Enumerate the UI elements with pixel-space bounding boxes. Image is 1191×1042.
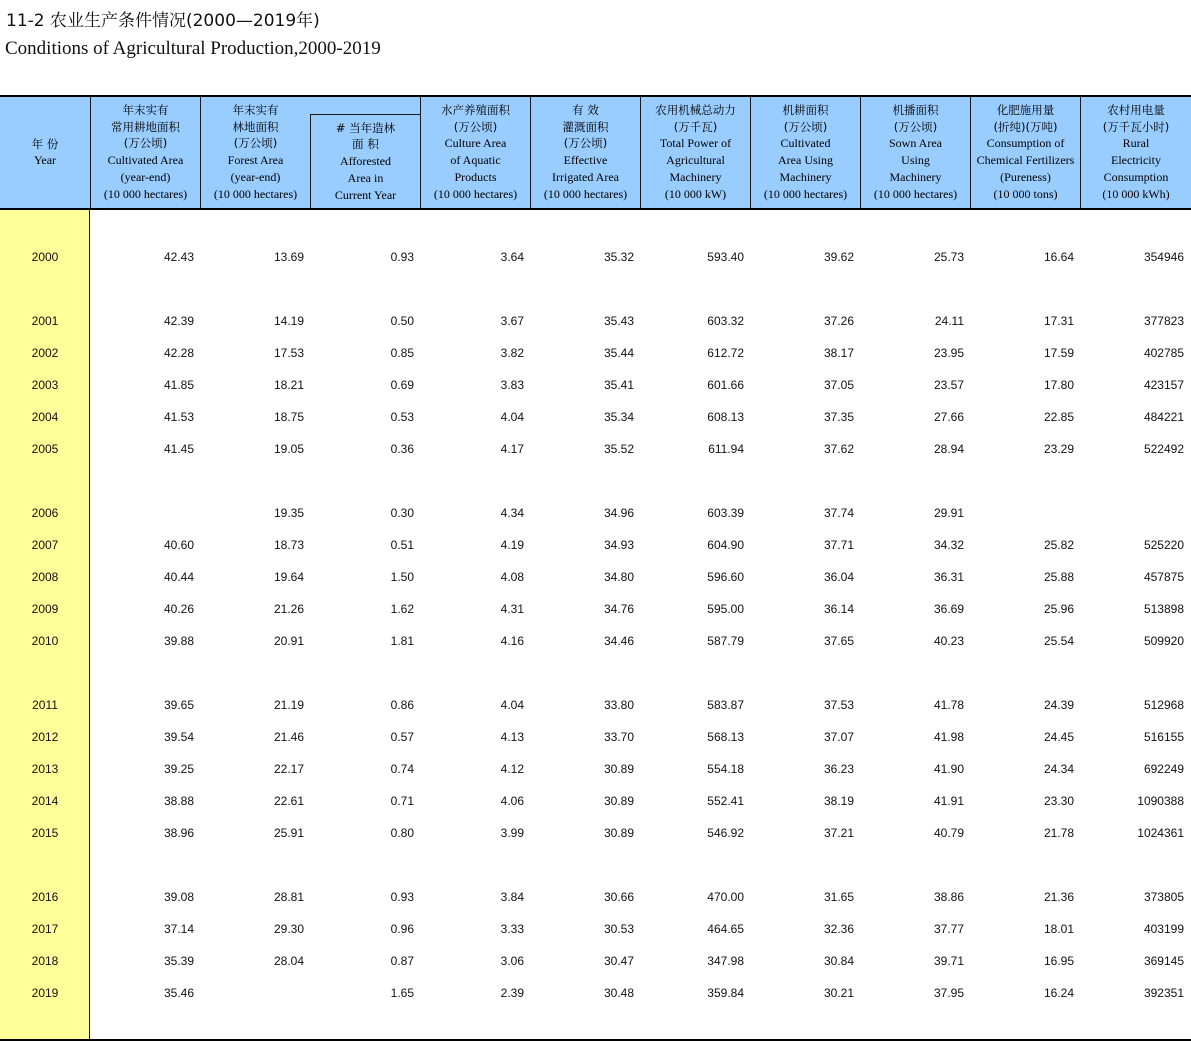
value-cell: 17.59 [1043, 346, 1074, 360]
year-cell: 2004 [31, 410, 59, 424]
value-cell: 28.81 [273, 890, 304, 904]
value-cell: 35.34 [603, 410, 634, 424]
value-cell: 692249 [1143, 762, 1184, 776]
value-cell: 1090388 [1137, 794, 1184, 808]
table-row [0, 984, 1191, 1004]
value-cell: 31.65 [823, 890, 854, 904]
value-cell: 25.88 [1043, 570, 1074, 584]
table-bottom-rule [0, 1039, 1191, 1041]
value-cell: 25.82 [1043, 538, 1074, 552]
value-cell: 30.66 [603, 890, 634, 904]
value-cell: 0.57 [390, 730, 414, 744]
header-label-cn: 年末实有 林地面积 (万公顷) [232, 103, 279, 151]
value-cell: 41.85 [163, 378, 194, 392]
year-cell: 2009 [31, 602, 59, 616]
header-col-9 [970, 97, 1080, 208]
value-cell: 34.93 [603, 538, 634, 552]
value-cell: 377823 [1143, 314, 1184, 328]
value-cell: 37.53 [823, 698, 854, 712]
value-cell: 23.57 [933, 378, 964, 392]
value-cell: 37.14 [163, 922, 194, 936]
value-cell: 18.73 [273, 538, 304, 552]
value-cell: 18.01 [1043, 922, 1074, 936]
value-cell: 36.69 [933, 602, 964, 616]
value-cell: 36.04 [823, 570, 854, 584]
value-cell: 32.36 [823, 922, 854, 936]
header-col-5 [530, 97, 640, 208]
value-cell: 373805 [1143, 890, 1184, 904]
value-cell: 0.86 [390, 698, 414, 712]
table-row [0, 792, 1191, 812]
value-cell: 369145 [1143, 954, 1184, 968]
value-cell: 18.21 [273, 378, 304, 392]
value-cell: 34.76 [603, 602, 634, 616]
value-cell: 14.19 [273, 314, 304, 328]
header-label-en: Cultivated Area (year-end) (10 000 hectares) [103, 152, 188, 201]
value-cell: 470.00 [707, 890, 744, 904]
value-cell: 38.96 [163, 826, 194, 840]
value-cell: 3.84 [500, 890, 524, 904]
value-cell: 35.32 [603, 250, 634, 264]
value-cell: 403199 [1143, 922, 1184, 936]
value-cell: 4.17 [500, 442, 524, 456]
value-cell: 18.75 [273, 410, 304, 424]
value-cell: 20.91 [273, 634, 304, 648]
header-label-cn: 化肥施用量 (折纯)(万吨) [993, 103, 1058, 134]
header-col-7 [750, 97, 860, 208]
value-cell: 39.54 [163, 730, 194, 744]
value-cell: 512968 [1143, 698, 1184, 712]
value-cell: 35.43 [603, 314, 634, 328]
value-cell: 17.31 [1043, 314, 1074, 328]
table-title-cn: 11-2 农业生产条件情况(2000—2019年) [6, 11, 320, 31]
header-col-1 [90, 97, 200, 208]
value-cell: 41.45 [163, 442, 194, 456]
value-cell: 38.17 [823, 346, 854, 360]
value-cell: 4.04 [500, 410, 524, 424]
value-cell: 35.44 [603, 346, 634, 360]
table-row [0, 952, 1191, 972]
value-cell: 3.83 [500, 378, 524, 392]
table-row [0, 920, 1191, 940]
value-cell: 601.66 [707, 378, 744, 392]
value-cell: 1.50 [390, 570, 414, 584]
value-cell: 522492 [1143, 442, 1184, 456]
value-cell: 4.12 [500, 762, 524, 776]
value-cell: 40.79 [933, 826, 964, 840]
value-cell: 27.66 [933, 410, 964, 424]
value-cell: 19.05 [273, 442, 304, 456]
value-cell: 464.65 [707, 922, 744, 936]
value-cell: 36.23 [823, 762, 854, 776]
value-cell: 30.47 [603, 954, 634, 968]
header-label-en: Culture Area of Aquatic Products (10 000 hectares) [433, 136, 518, 201]
header-label-cn: 农村用电量 (万千瓦小时) [1102, 103, 1170, 134]
table-row [0, 728, 1191, 748]
value-cell: 525220 [1143, 538, 1184, 552]
value-cell: 583.87 [707, 698, 744, 712]
value-cell: 4.31 [500, 602, 524, 616]
value-cell: 38.19 [823, 794, 854, 808]
header-label-en: Rural Electricity Consumption (10 000 kWh) [1102, 136, 1170, 201]
value-cell: 34.46 [603, 634, 634, 648]
value-cell: 37.05 [823, 378, 854, 392]
value-cell: 39.62 [823, 250, 854, 264]
value-cell: 30.89 [603, 762, 634, 776]
header-col-10 [1080, 97, 1191, 208]
value-cell: 604.90 [707, 538, 744, 552]
value-cell: 22.85 [1043, 410, 1074, 424]
year-cell: 2002 [31, 346, 59, 360]
value-cell: 354946 [1143, 250, 1184, 264]
value-cell: 16.24 [1043, 986, 1074, 1000]
header-label-en: Year [33, 153, 57, 168]
table-row [0, 824, 1191, 844]
value-cell: 35.41 [603, 378, 634, 392]
value-cell: 21.78 [1043, 826, 1074, 840]
value-cell: 25.54 [1043, 634, 1074, 648]
header-label-en: Total Power of Agricultural Machinery (10 000 kW) [659, 136, 732, 201]
header-label-cn: 机播面积 (万公顷) [892, 103, 939, 134]
header-col-8 [860, 97, 970, 208]
value-cell: 39.65 [163, 698, 194, 712]
value-cell: 0.74 [390, 762, 414, 776]
table-row [0, 696, 1191, 716]
value-cell: 23.95 [933, 346, 964, 360]
header-label-en: Cultivated Area Using Machinery (10 000 hectares) [763, 136, 848, 201]
value-cell: 34.32 [933, 538, 964, 552]
header-label-en: Consumption of Chemical Fertilizers (Pureness) (10 000 tons) [976, 136, 1075, 201]
table-row [0, 248, 1191, 268]
header-label-en: Effective Irrigated Area (10 000 hectares) [543, 152, 628, 201]
year-cell: 2014 [31, 794, 59, 808]
table-row [0, 440, 1191, 460]
value-cell: 33.80 [603, 698, 634, 712]
value-cell: 2.39 [500, 986, 524, 1000]
value-cell: 17.53 [273, 346, 304, 360]
value-cell: 41.53 [163, 410, 194, 424]
value-cell: 3.64 [500, 250, 524, 264]
value-cell: 30.21 [823, 986, 854, 1000]
header-col-2 [200, 97, 310, 208]
value-cell: 0.96 [390, 922, 414, 936]
value-cell: 0.51 [390, 538, 414, 552]
year-cell: 2000 [31, 250, 59, 264]
value-cell: 1.65 [390, 986, 414, 1000]
header-col-4 [420, 97, 530, 208]
value-cell: 40.44 [163, 570, 194, 584]
value-cell: 0.87 [390, 954, 414, 968]
value-cell: 603.39 [707, 506, 744, 520]
table-row [0, 536, 1191, 556]
header-label-cn: 机耕面积 (万公顷) [782, 103, 829, 134]
value-cell: 587.79 [707, 634, 744, 648]
year-cell: 2005 [31, 442, 59, 456]
value-cell: 37.95 [933, 986, 964, 1000]
value-cell: 1.81 [390, 634, 414, 648]
value-cell: 23.30 [1043, 794, 1074, 808]
value-cell: 42.39 [163, 314, 194, 328]
value-cell: 4.13 [500, 730, 524, 744]
value-cell: 40.26 [163, 602, 194, 616]
value-cell: 37.62 [823, 442, 854, 456]
value-cell: 37.21 [823, 826, 854, 840]
value-cell: 3.99 [500, 826, 524, 840]
value-cell: 0.93 [390, 890, 414, 904]
value-cell: 37.07 [823, 730, 854, 744]
year-cell: 2012 [31, 730, 59, 744]
value-cell: 42.28 [163, 346, 194, 360]
year-cell: 2008 [31, 570, 59, 584]
value-cell: 4.34 [500, 506, 524, 520]
header-label-cn: 年末实有 常用耕地面积 (万公顷) [111, 103, 180, 151]
year-cell: 2010 [31, 634, 59, 648]
value-cell: 41.91 [933, 794, 964, 808]
value-cell: 24.39 [1043, 698, 1074, 712]
value-cell: 1.62 [390, 602, 414, 616]
value-cell: 16.95 [1043, 954, 1074, 968]
value-cell: 402785 [1143, 346, 1184, 360]
value-cell: 40.60 [163, 538, 194, 552]
value-cell: 516155 [1143, 730, 1184, 744]
value-cell: 23.29 [1043, 442, 1074, 456]
value-cell: 1024361 [1137, 826, 1184, 840]
value-cell: 593.40 [707, 250, 744, 264]
value-cell: 30.84 [823, 954, 854, 968]
value-cell: 37.74 [823, 506, 854, 520]
value-cell: 457875 [1143, 570, 1184, 584]
value-cell: 4.16 [500, 634, 524, 648]
value-cell: 24.45 [1043, 730, 1074, 744]
value-cell: 16.64 [1043, 250, 1074, 264]
value-cell: 33.70 [603, 730, 634, 744]
value-cell: 22.17 [273, 762, 304, 776]
value-cell: 0.93 [390, 250, 414, 264]
value-cell: 596.60 [707, 570, 744, 584]
value-cell: 22.61 [273, 794, 304, 808]
value-cell: 13.69 [273, 250, 304, 264]
header-col-0 [0, 97, 90, 208]
value-cell: 3.82 [500, 346, 524, 360]
value-cell: 4.08 [500, 570, 524, 584]
value-cell: 35.39 [163, 954, 194, 968]
value-cell: 3.06 [500, 954, 524, 968]
header-col-3 [310, 115, 420, 208]
value-cell: 0.69 [390, 378, 414, 392]
value-cell: 40.23 [933, 634, 964, 648]
value-cell: 37.65 [823, 634, 854, 648]
table-row [0, 568, 1191, 588]
year-cell: 2006 [31, 506, 59, 520]
value-cell: 484221 [1143, 410, 1184, 424]
header-label-cn: 有 效 灌溉面积 (万公顷) [562, 103, 609, 151]
year-cell: 2016 [31, 890, 59, 904]
value-cell: 35.52 [603, 442, 634, 456]
value-cell: 29.91 [933, 506, 964, 520]
year-cell: 2003 [31, 378, 59, 392]
value-cell: 34.80 [603, 570, 634, 584]
table-row [0, 888, 1191, 908]
value-cell: 39.71 [933, 954, 964, 968]
value-cell: 0.80 [390, 826, 414, 840]
value-cell: 21.36 [1043, 890, 1074, 904]
value-cell: 552.41 [707, 794, 744, 808]
value-cell: 41.78 [933, 698, 964, 712]
value-cell: 0.85 [390, 346, 414, 360]
value-cell: 595.00 [707, 602, 744, 616]
value-cell: 39.25 [163, 762, 194, 776]
value-cell: 603.32 [707, 314, 744, 328]
value-cell: 612.72 [707, 346, 744, 360]
value-cell: 359.84 [707, 986, 744, 1000]
year-cell: 2011 [32, 698, 58, 712]
header-label-cn: 水产养殖面积 (万公顷) [441, 103, 510, 134]
value-cell: 41.90 [933, 762, 964, 776]
value-cell: 24.11 [934, 314, 964, 328]
value-cell: 21.19 [273, 698, 304, 712]
value-cell: 38.88 [163, 794, 194, 808]
value-cell: 0.50 [390, 314, 414, 328]
table-title-en: Conditions of Agricultural Production,2000-2019 [5, 38, 381, 59]
table-row [0, 312, 1191, 332]
table-row [0, 632, 1191, 652]
header-label-en: Sown Area Using Machinery (10 000 hectares) [873, 136, 958, 201]
value-cell: 37.35 [823, 410, 854, 424]
value-cell: 19.35 [273, 506, 304, 520]
value-cell: 41.98 [933, 730, 964, 744]
year-cell: 2007 [31, 538, 59, 552]
value-cell: 4.04 [500, 698, 524, 712]
header-label-cn: 年 份 [31, 136, 59, 151]
value-cell: 36.14 [823, 602, 854, 616]
value-cell: 423157 [1143, 378, 1184, 392]
value-cell: 24.34 [1043, 762, 1074, 776]
value-cell: 554.18 [707, 762, 744, 776]
table-row [0, 760, 1191, 780]
value-cell: 37.71 [823, 538, 854, 552]
year-cell: 2013 [31, 762, 59, 776]
header-label-en: Afforested Area in Current Year [334, 153, 397, 202]
header-label-cn: 农用机械总动力 (万千瓦) [655, 103, 736, 134]
value-cell: 347.98 [707, 954, 744, 968]
table-row [0, 376, 1191, 396]
header-label-en: Forest Area (year-end) (10 000 hectares) [213, 152, 298, 201]
value-cell: 30.53 [603, 922, 634, 936]
value-cell: 30.89 [603, 794, 634, 808]
value-cell: 35.46 [163, 986, 194, 1000]
value-cell: 28.04 [273, 954, 304, 968]
value-cell: 4.06 [500, 794, 524, 808]
table-row [0, 600, 1191, 620]
year-cell: 2019 [31, 986, 59, 1000]
value-cell: 3.67 [500, 314, 524, 328]
value-cell: 30.89 [603, 826, 634, 840]
value-cell: 0.36 [390, 442, 414, 456]
value-cell: 392351 [1143, 986, 1184, 1000]
year-cell: 2015 [31, 826, 59, 840]
value-cell: 509920 [1143, 634, 1184, 648]
value-cell: 34.96 [603, 506, 634, 520]
year-cell: 2017 [31, 922, 59, 936]
value-cell: 37.26 [823, 314, 854, 328]
value-cell: 30.48 [603, 986, 634, 1000]
value-cell: 25.73 [933, 250, 964, 264]
value-cell: 546.92 [707, 826, 744, 840]
table-header [0, 95, 1191, 210]
value-cell: 25.96 [1043, 602, 1074, 616]
value-cell: 25.91 [273, 826, 304, 840]
value-cell: 513898 [1143, 602, 1184, 616]
value-cell: 0.53 [390, 410, 414, 424]
value-cell: 17.80 [1043, 378, 1074, 392]
year-cell: 2018 [31, 954, 59, 968]
value-cell: 4.19 [500, 538, 524, 552]
value-cell: 21.26 [273, 602, 304, 616]
table-row [0, 504, 1191, 524]
table-row [0, 344, 1191, 364]
value-cell: 21.46 [273, 730, 304, 744]
value-cell: 36.31 [933, 570, 964, 584]
value-cell: 0.71 [390, 794, 414, 808]
value-cell: 19.64 [273, 570, 304, 584]
value-cell: 28.94 [933, 442, 964, 456]
value-cell: 29.30 [273, 922, 304, 936]
value-cell: 611.94 [708, 442, 744, 456]
year-cell: 2001 [31, 314, 59, 328]
value-cell: 3.33 [500, 922, 524, 936]
value-cell: 568.13 [707, 730, 744, 744]
value-cell: 37.77 [933, 922, 964, 936]
header-label-cn: # 当年造林 面 积 [335, 120, 396, 151]
value-cell: 0.30 [390, 506, 414, 520]
value-cell: 39.08 [163, 890, 194, 904]
table-row [0, 408, 1191, 428]
value-cell: 38.86 [933, 890, 964, 904]
header-col-6 [640, 97, 750, 208]
value-cell: 608.13 [707, 410, 744, 424]
value-cell: 39.88 [163, 634, 194, 648]
value-cell: 42.43 [163, 250, 194, 264]
year-column-background [0, 210, 90, 1040]
